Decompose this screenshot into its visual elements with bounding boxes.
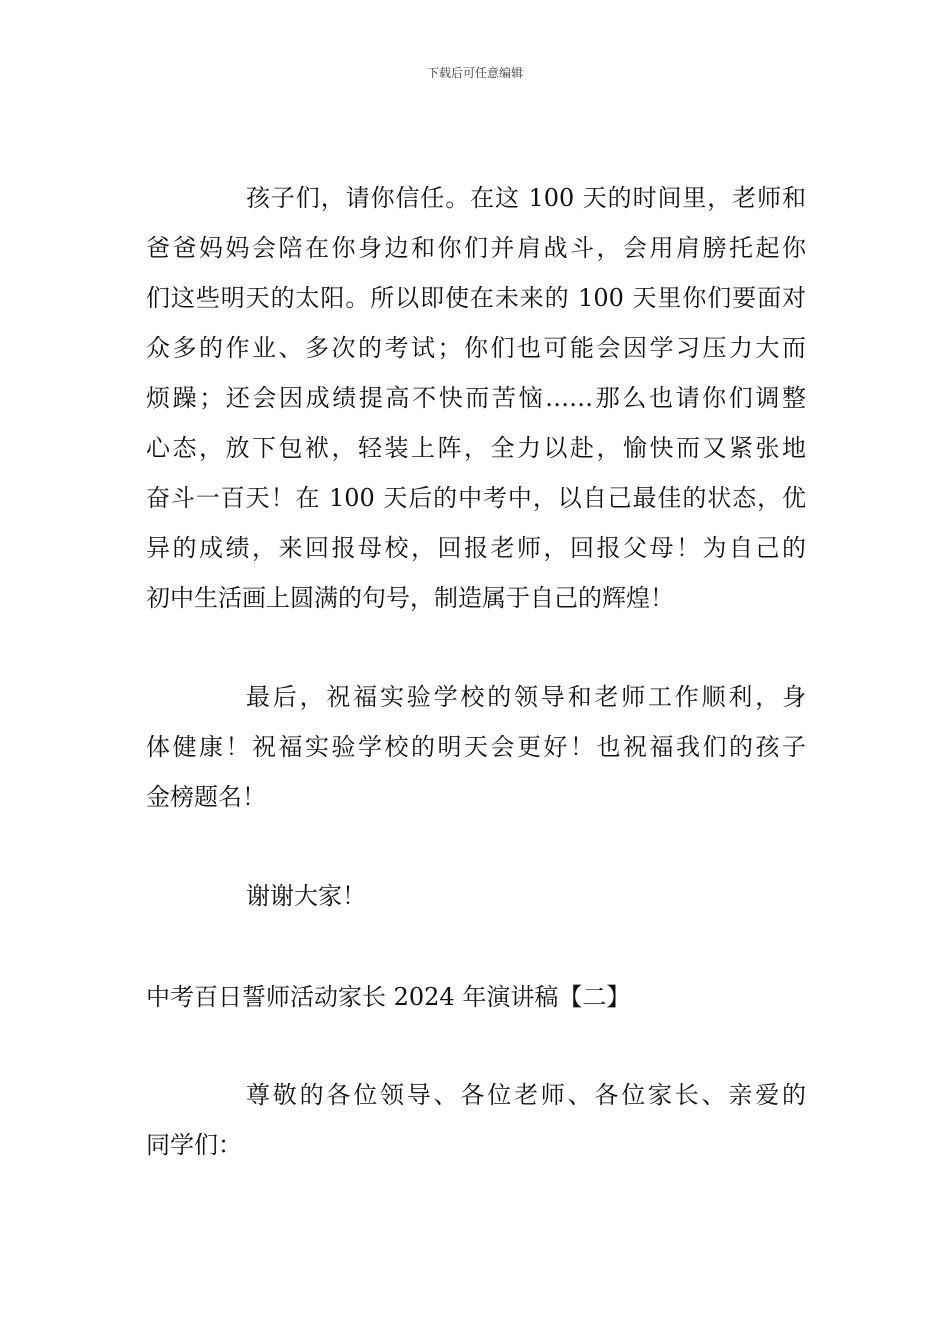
paragraph-line: 初中生活画上圆满的句号，制造属于自己的辉煌！: [146, 584, 674, 612]
paragraph-line: 烦躁；还会因成绩提高不快而苦恼……那么也请你们调整: [146, 384, 806, 412]
paragraph-greeting: [146, 1070, 806, 1170]
paragraph-line: 异的成绩，来回报母校，回报老师，回报父母！为自己的: [146, 534, 806, 562]
paragraph-line: 最后，祝福实验学校的领导和老师工作顺利，身: [246, 683, 806, 711]
paragraph-line: 同学们：: [146, 1131, 242, 1159]
paragraph-line: 尊敬的各位领导、各位老师、各位家长、亲爱的: [246, 1081, 806, 1109]
paragraph-line: 爸爸妈妈会陪在你身边和你们并肩战斗，会用肩膀托起你: [146, 234, 806, 262]
paragraph-thanks: [146, 871, 806, 921]
paragraph-line: 心态，放下包袱，轻装上阵，全力以赴，愉快而又紧张地: [146, 434, 806, 462]
page-header: 下载后可任意编辑: [426, 66, 523, 80]
paragraph-line: 奋斗一百天！在 100 天后的中考中，以自己最佳的状态，优: [146, 484, 806, 512]
paragraph-line: 们这些明天的太阳。所以即使在未来的 100 天里你们要面对: [146, 284, 806, 312]
paragraph-line: 金榜题名！: [146, 783, 266, 811]
paragraph-trust: [146, 173, 806, 623]
paragraph-line: 体健康！祝福实验学校的明天会更好！也祝福我们的孩子: [146, 733, 806, 761]
section-title: 中考百日誓师活动家长 2024 年演讲稿【二】: [146, 983, 631, 1011]
paragraph-blessing: [146, 672, 806, 822]
paragraph-line: 谢谢大家！: [246, 882, 366, 910]
paragraph-line: 众多的作业、多次的考试；你们也可能会因学习压力大而: [146, 334, 806, 362]
paragraph-line: 孩子们，请你信任。在这 100 天的时间里，老师和: [246, 184, 806, 212]
